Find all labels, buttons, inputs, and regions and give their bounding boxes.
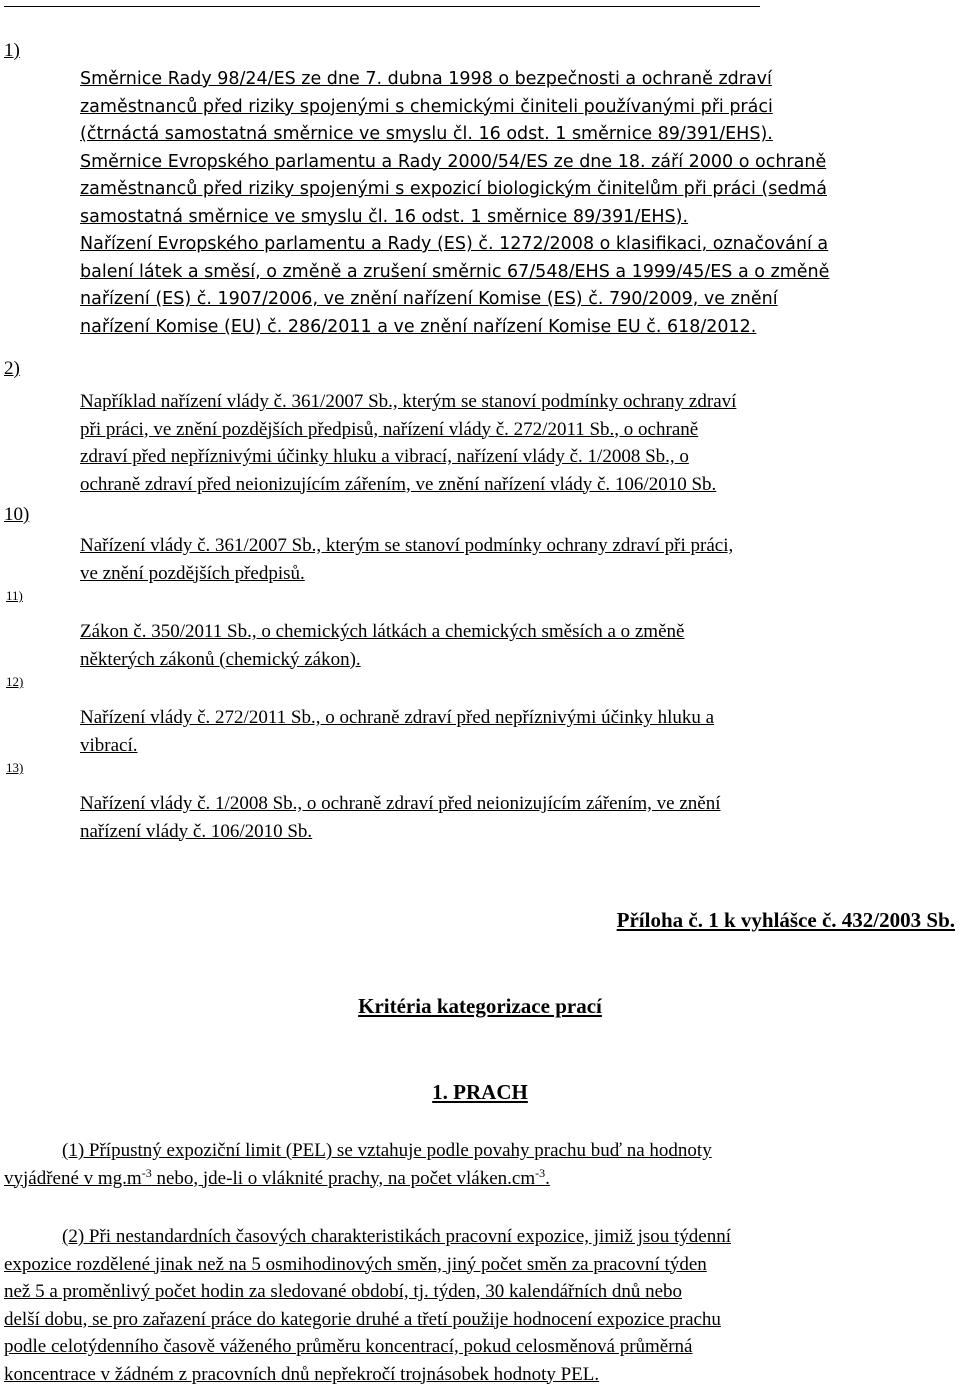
footnote-1-line: balení látek a směsí, o změně a zrušení směrnic 67/548/EHS a 1999/45/ES a o změně bbox=[80, 261, 830, 282]
paragraph-2-line: podle celotýdenního časově váženého průměru koncentrací, pokud celosměnová průměrná bbox=[4, 1336, 693, 1357]
paragraph-2-line: delší dobu, se pro zařazení práce do kategorie druhé a třetí použije hodnocení expozice prachu bbox=[4, 1308, 721, 1330]
footnote-marker-1: 1) bbox=[4, 40, 20, 61]
footnote-10-line: Nařízení vlády č. 361/2007 Sb., kterým se stanoví podmínky ochrany zdraví při práci, bbox=[80, 535, 734, 556]
footnote-1-line: Směrnice Rady 98/24/ES ze dne 7. dubna 1998 o bezpečnosti a ochraně zdraví bbox=[80, 69, 772, 89]
footnote-marker-2: 2) bbox=[4, 358, 20, 379]
paragraph-1-sup-1: -3 bbox=[141, 1165, 152, 1180]
paragraph-1-text-b: nebo, jde-li o vláknité prachy, na počet vláken.cm bbox=[151, 1167, 536, 1189]
footnote-1-line: nařízení Komise (EU) č. 286/2011 a ve znění nařízení Komise EU č. 618/2012. bbox=[80, 316, 757, 337]
paragraph-2-line: expozice rozdělené jinak než na 5 osmihodinových směn, jiný počet směn za pracovní týden bbox=[4, 1253, 707, 1275]
footnote-1-line: zaměstnanců před riziky spojenými s chemickými činiteli používanými při práci bbox=[80, 96, 773, 117]
footnote-2-line: Například nařízení vlády č. 361/2007 Sb., kterým se stanoví podmínky ochrany zdraví bbox=[80, 391, 737, 412]
footnote-1-line: zaměstnanců před riziky spojenými s expozicí biologickým činitelům při práci (sedmá bbox=[80, 179, 827, 199]
footnote-1-line: (čtrnáctá samostatná směrnice ve smyslu čl. 16 odst. 1 směrnice 89/391/EHS). bbox=[80, 124, 773, 144]
paragraph-2-line: koncentrace v žádném z pracovních dnů nepřekročí trojnásobek hodnoty PEL. bbox=[4, 1363, 600, 1385]
footnote-2-line: zdraví před nepříznivými účinky hluku a vibrací, nařízení vlády č. 1/2008 Sb., o bbox=[80, 446, 689, 467]
paragraph-1-line-2 bbox=[4, 1165, 956, 1193]
footnote-separator-rule bbox=[4, 6, 760, 7]
footnote-marker-10: 10) bbox=[4, 504, 30, 525]
footnote-1-line: samostatná směrnice ve smyslu čl. 16 odst. 1 směrnice 89/391/EHS). bbox=[80, 206, 689, 227]
criteria-title: Kritéria kategorizace prací bbox=[358, 994, 602, 1018]
paragraph-1-text-c: . bbox=[545, 1167, 550, 1189]
footnote-12-text bbox=[80, 704, 952, 759]
paragraph-2-line: než 5 a proměnlivý počet hodin za sledované období, tj. týden, 30 kalendářních dnů nebo bbox=[4, 1281, 683, 1302]
footnote-11-line: některých zákonů (chemický zákon). bbox=[80, 648, 361, 670]
footnote-10-line: ve znění pozdějších předpisů. bbox=[80, 562, 305, 584]
annex-title: Příloha č. 1 k vyhlášce č. 432/2003 Sb. bbox=[616, 908, 955, 932]
footnote-marker-12: 12) bbox=[6, 674, 24, 689]
footnote-11-line: Zákon č. 350/2011 Sb., o chemických látkách a chemických směsích a o změně bbox=[80, 621, 685, 642]
paragraph-2 bbox=[4, 1223, 956, 1388]
footnote-1-line: Nařízení Evropského parlamentu a Rady (ES) č. 1272/2008 o klasifikaci, označování a bbox=[80, 234, 829, 254]
footnote-13-line: Nařízení vlády č. 1/2008 Sb., o ochraně zdraví před neionizujícím zářením, ve znění bbox=[80, 793, 721, 814]
footnote-13-text bbox=[80, 790, 952, 845]
footnote-13-line: nařízení vlády č. 106/2010 Sb. bbox=[80, 820, 313, 842]
footnote-11-text bbox=[80, 618, 952, 673]
paragraph-1-text-a: vyjádřené v mg.m bbox=[4, 1167, 142, 1189]
footnote-2-line: při práci, ve znění pozdějších předpisů, nařízení vlády č. 272/2011 Sb., o ochraně bbox=[80, 418, 699, 440]
footnote-marker-13: 13) bbox=[6, 760, 24, 775]
footnote-1-line: nařízení (ES) č. 1907/2006, ve znění nařízení Komise (ES) č. 790/2009, ve znění bbox=[80, 289, 778, 309]
footnote-12-line: vibrací. bbox=[80, 734, 138, 756]
footnote-1-text bbox=[80, 66, 952, 341]
footnote-marker-11: 11) bbox=[6, 588, 23, 603]
footnote-2-line: ochraně zdraví před neionizujícím zářením, ve znění nařízení vlády č. 106/2010 Sb. bbox=[80, 473, 717, 495]
footnote-10-text bbox=[80, 532, 952, 587]
footnote-2-text bbox=[80, 388, 952, 498]
paragraph-1-line-1: (1) Přípustný expoziční limit (PEL) se vztahuje podle povahy prachu buď na hodnoty bbox=[62, 1140, 712, 1161]
footnote-12-line: Nařízení vlády č. 272/2011 Sb., o ochraně zdraví před nepříznivými účinky hluku a bbox=[80, 707, 715, 728]
paragraph-2-line: (2) Při nestandardních časových charakteristikách pracovní expozice, jimiž jsou týdenní bbox=[62, 1226, 731, 1247]
paragraph-1 bbox=[4, 1137, 956, 1192]
section-title: 1. PRACH bbox=[432, 1080, 528, 1104]
paragraph-1-sup-2: -3 bbox=[535, 1165, 546, 1180]
footnote-1-line: Směrnice Evropského parlamentu a Rady 2000/54/ES ze dne 18. září 2000 o ochraně bbox=[80, 151, 827, 172]
